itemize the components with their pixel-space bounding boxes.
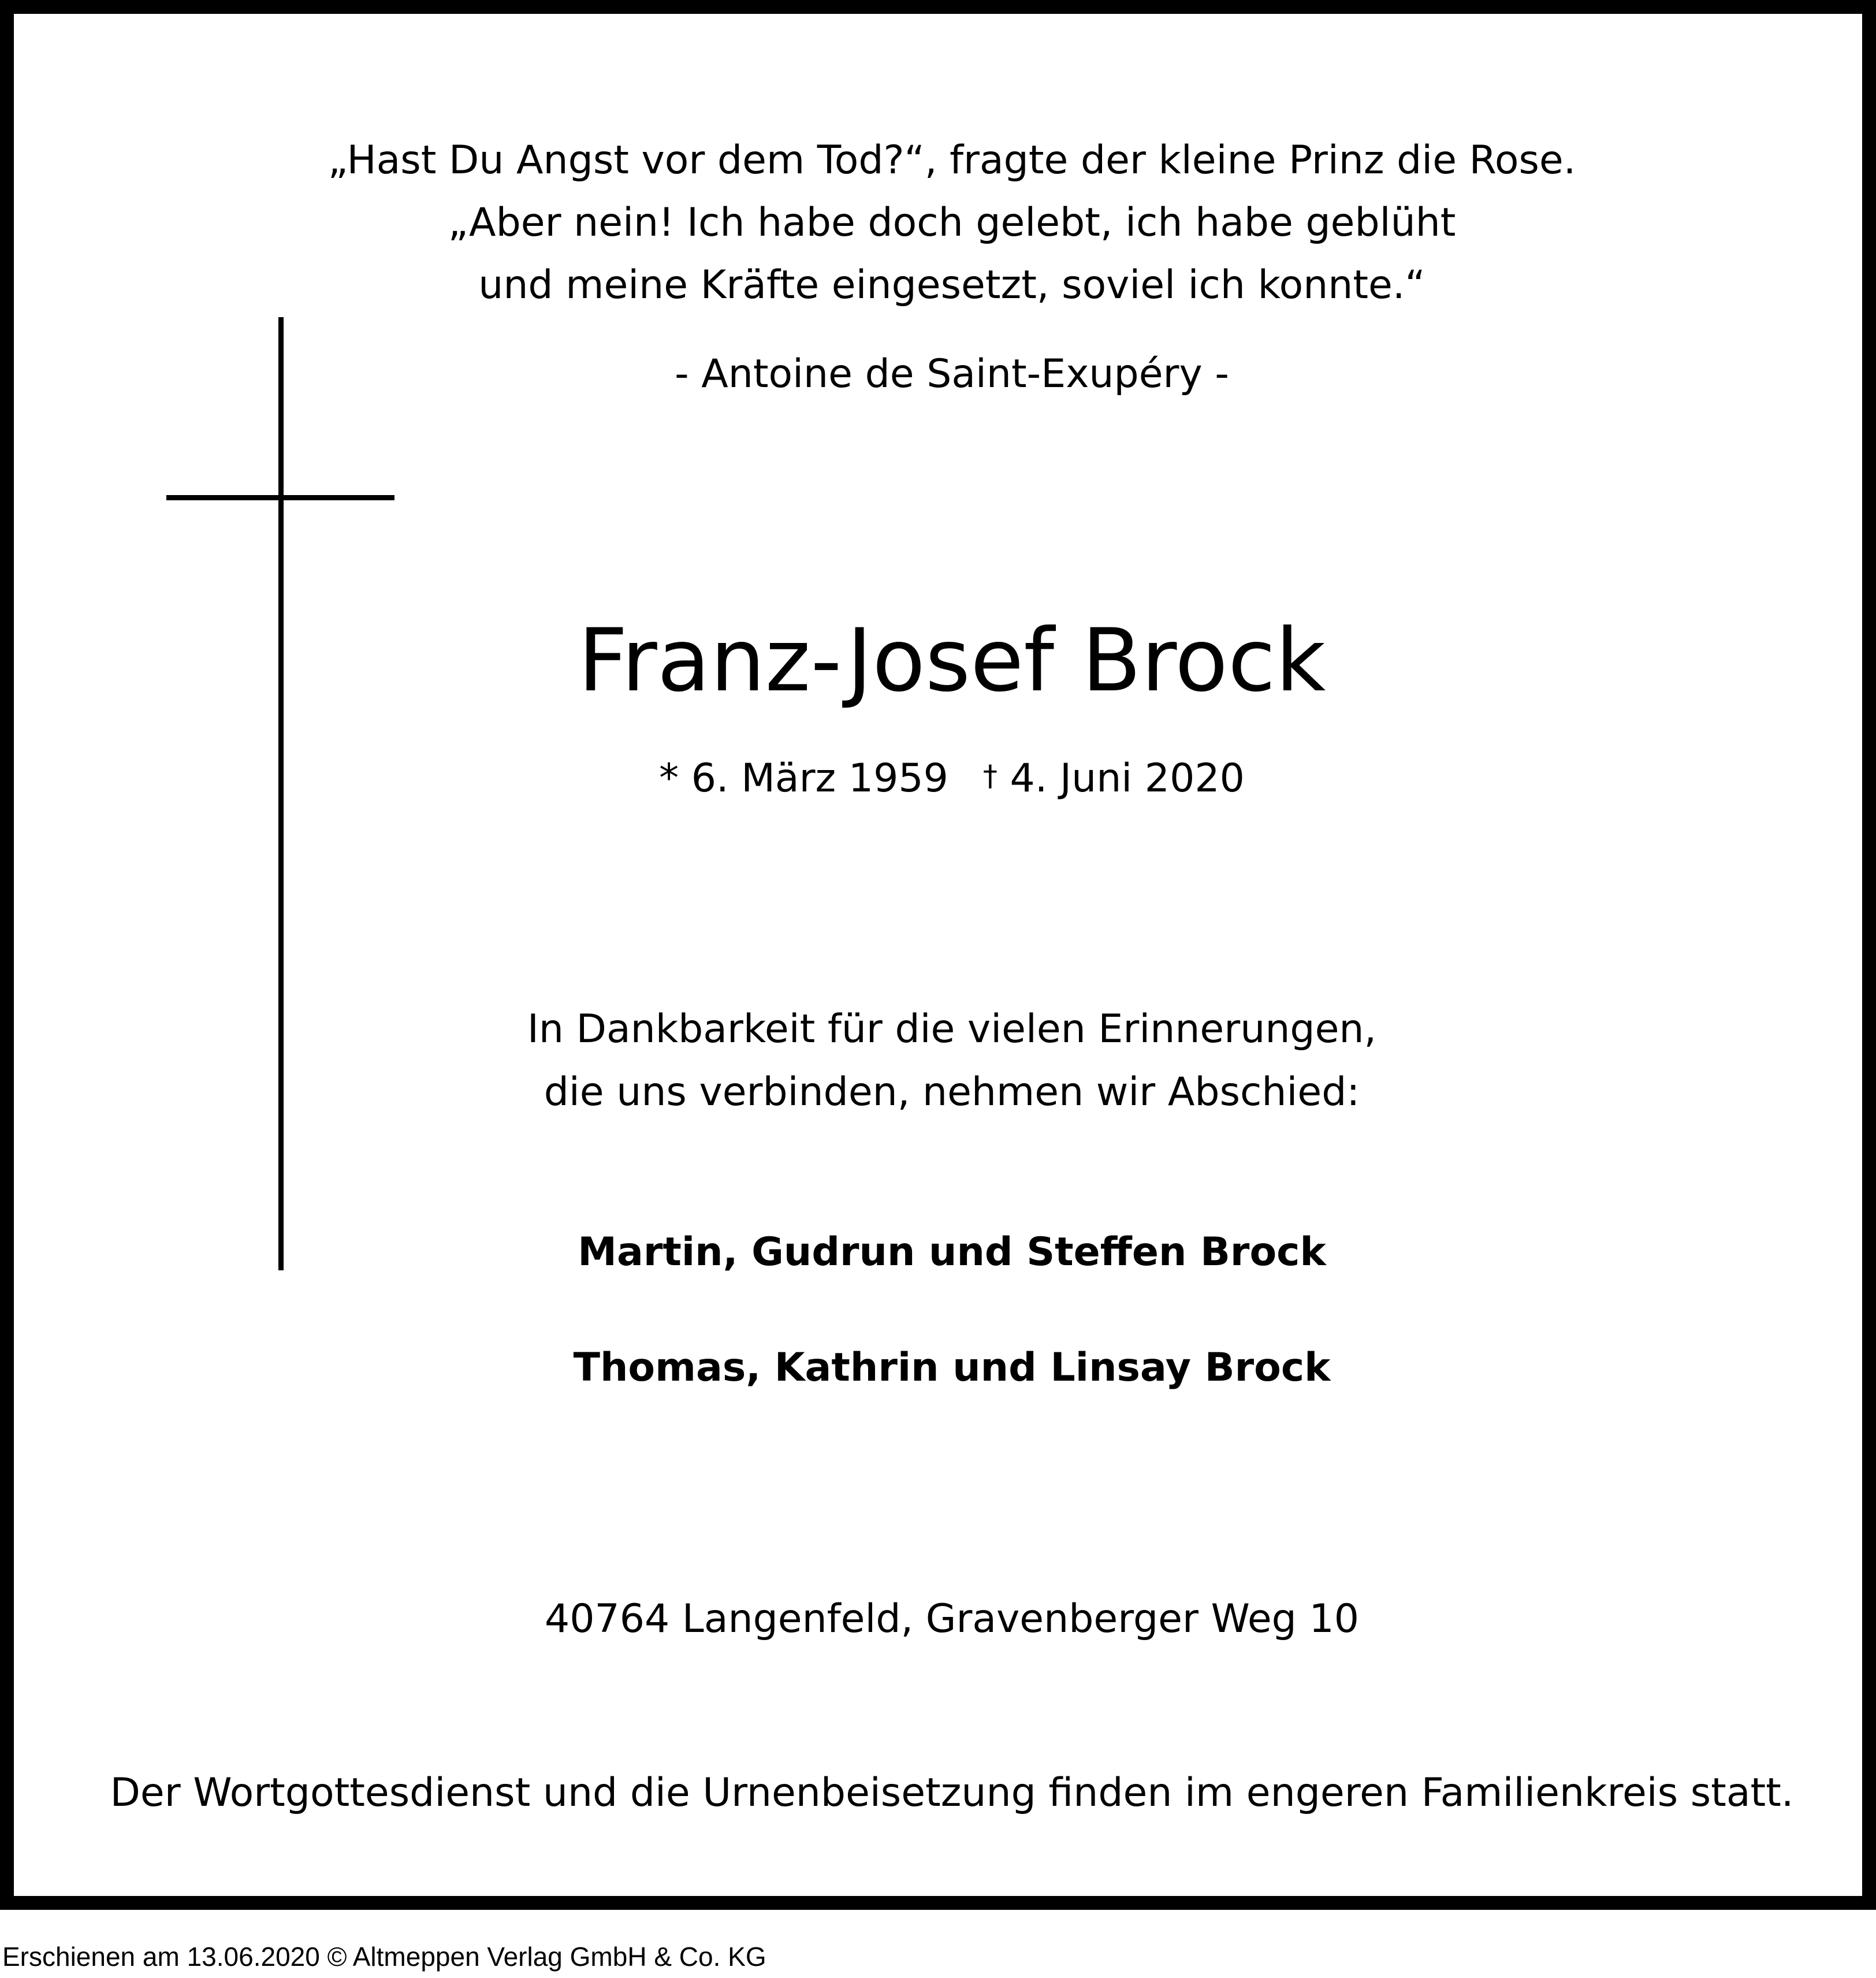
death-date: 4. Juni 2020	[1010, 756, 1245, 801]
service-note: Der Wortgottesdienst und die Urnenbeisetzung finden im engeren Familienkreis statt.	[110, 1770, 1794, 1816]
publication-footer: Erschienen am 13.06.2020 © Altmeppen Verlag GmbH & Co. KG	[2, 1942, 766, 1972]
address: 40764 Langenfeld, Gravenberger Weg 10	[545, 1596, 1359, 1642]
farewell-line-2: die uns verbinden, nehmen wir Abschied:	[544, 1069, 1360, 1115]
birth-date: * 6. März 1959	[659, 756, 948, 801]
farewell-line-1: In Dankbarkeit für die vielen Erinnerungen,	[527, 1006, 1377, 1052]
life-dates	[14, 756, 1876, 801]
quote-line-2: „Aber nein! Ich habe doch gelebt, ich habe geblüht	[448, 200, 1456, 246]
quote-line-3: und meine Kräfte eingesetzt, soviel ich konnte.“	[478, 262, 1425, 308]
mourner-family-1: Martin, Gudrun und Steffen Brock	[578, 1229, 1326, 1275]
mourner-family-2: Thomas, Kathrin und Linsay Brock	[573, 1345, 1331, 1390]
quote-author: - Antoine de Saint-Exupéry -	[675, 351, 1229, 397]
cross-horizontal-bar	[166, 495, 394, 500]
cross-icon: †	[982, 759, 997, 793]
quote-line-1: „Hast Du Angst vor dem Tod?“, fragte der kleine Prinz die Rose.	[327, 137, 1576, 183]
deceased-name: Franz-Josef Brock	[578, 611, 1326, 711]
